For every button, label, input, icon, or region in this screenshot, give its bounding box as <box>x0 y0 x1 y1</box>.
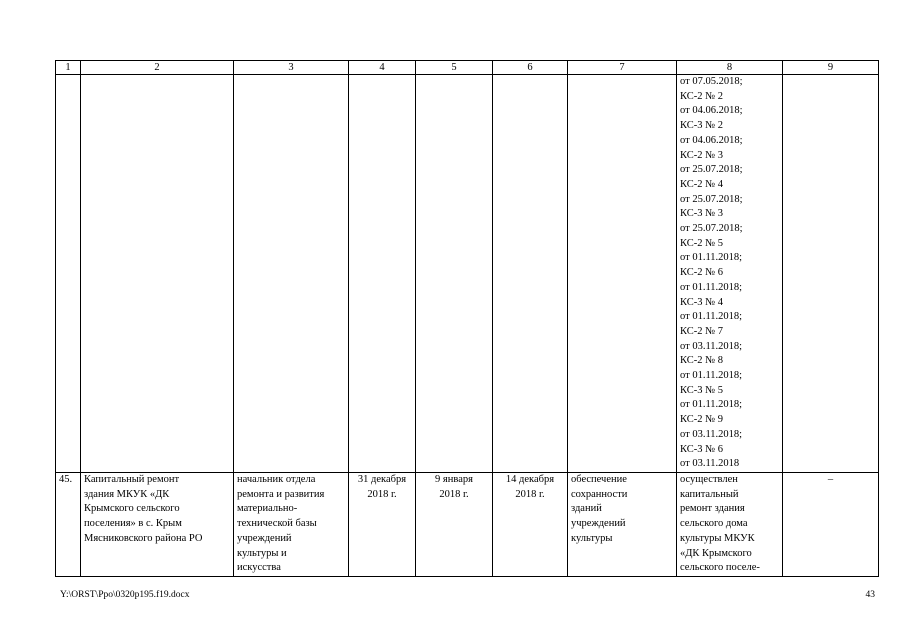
act-line: КС-2 № 6 <box>680 267 724 279</box>
text-line: 9 января <box>435 473 473 485</box>
file-path: Y:\ORST\Ppo\0320p195.f19.docx <box>60 590 190 600</box>
header-row <box>56 61 879 75</box>
document-table <box>55 60 879 577</box>
act-line: от 01.11.2018; <box>680 370 743 382</box>
text-line: «ДК Крымского <box>680 547 752 559</box>
act-line: КС-2 № 7 <box>680 325 724 337</box>
actual-result-cell <box>677 472 783 576</box>
header-cell: 2 <box>81 61 234 75</box>
cell <box>234 75 349 473</box>
header-cell: 9 <box>783 61 879 75</box>
expected-result-cell <box>568 472 677 576</box>
act-line: КС-2 № 2 <box>680 90 724 102</box>
act-line: КС-2 № 8 <box>680 355 724 367</box>
text-line: культуры МКУК <box>680 532 755 544</box>
text-line: ремонта и развития <box>237 488 325 500</box>
cell <box>349 75 416 473</box>
text-line: Крымского сельского <box>84 503 180 515</box>
act-line: от 01.11.2018; <box>680 399 743 411</box>
act-line: от 07.05.2018; <box>680 76 743 87</box>
text-line: осуществлен <box>680 473 738 485</box>
header-cell: 3 <box>234 61 349 75</box>
text-line: зданий <box>571 503 602 515</box>
header-cell: 5 <box>416 61 493 75</box>
header-cell: 8 <box>677 61 783 75</box>
header-cell: 7 <box>568 61 677 75</box>
row-number: 45. <box>56 472 81 576</box>
text-line: ремонт здания <box>680 503 745 515</box>
text-line: 31 декабря <box>357 473 407 485</box>
text-line: капитальный <box>680 488 739 500</box>
cell <box>783 75 879 473</box>
act-line: КС-2 № 9 <box>680 414 724 426</box>
text-line: поселения» в с. Крым <box>84 518 182 530</box>
responsible-cell <box>234 472 349 576</box>
act-line: КС-3 № 3 <box>680 208 724 220</box>
act-line: КС-3 № 6 <box>680 443 724 455</box>
header-cell: 4 <box>349 61 416 75</box>
text-line: 14 декабря <box>505 473 555 485</box>
act-line: от 01.11.2018; <box>680 311 743 323</box>
text-line: учреждений <box>571 518 626 530</box>
cell <box>81 75 234 473</box>
text-line: начальник отдела <box>237 473 316 485</box>
object-name-cell <box>81 472 234 576</box>
continuation-row <box>56 75 879 473</box>
act-line: от 25.07.2018; <box>680 193 743 205</box>
act-line: от 25.07.2018; <box>680 223 743 235</box>
act-line: КС-2 № 4 <box>680 178 724 190</box>
act-line: от 03.11.2018 <box>680 458 740 470</box>
text-line: культуры и <box>237 547 287 559</box>
table-row-45 <box>56 472 879 576</box>
act-line: от 25.07.2018; <box>680 164 743 176</box>
text-line: культуры <box>571 532 613 544</box>
text-line: Капитальный ремонт <box>84 473 180 485</box>
header-cell: 1 <box>56 61 81 75</box>
act-line: от 01.11.2018; <box>680 281 743 293</box>
act-line: КС-3 № 5 <box>680 384 724 396</box>
cell <box>568 75 677 473</box>
act-line: от 04.06.2018; <box>680 134 743 146</box>
text-line: обеспечение <box>571 473 627 485</box>
text-line: технической базы <box>237 518 317 530</box>
notes-cell: – <box>783 472 879 576</box>
text-line: сохранности <box>571 488 628 500</box>
act-line: КС-2 № 5 <box>680 237 724 249</box>
text-line: материально- <box>237 503 298 515</box>
header-cell: 6 <box>493 61 568 75</box>
text-line: здания МКУК «ДК <box>84 488 170 500</box>
text-line: сельского поселе- <box>680 562 760 574</box>
page-number: 43 <box>865 590 875 600</box>
act-line: от 01.11.2018; <box>680 252 743 264</box>
planned-date-cell <box>349 472 416 576</box>
act-line: КС-3 № 4 <box>680 296 724 308</box>
cell <box>493 75 568 473</box>
acts-list-cell <box>677 75 783 473</box>
text-line: учреждений <box>237 532 292 544</box>
text-line: искусства <box>237 562 281 574</box>
text-line: Мясниковского района РО <box>84 532 203 544</box>
act-line: КС-2 № 3 <box>680 149 724 161</box>
text-line: 2018 г. <box>515 488 545 500</box>
end-date-cell <box>493 472 568 576</box>
start-date-cell <box>416 472 493 576</box>
act-line: от 04.06.2018; <box>680 105 743 117</box>
cell <box>56 75 81 473</box>
act-line: от 03.11.2018; <box>680 340 743 352</box>
cell <box>416 75 493 473</box>
text-line: сельского дома <box>680 518 748 530</box>
text-line: 2018 г. <box>439 488 469 500</box>
text-line: 2018 г. <box>367 488 397 500</box>
act-line: КС-3 № 2 <box>680 120 724 132</box>
act-line: от 03.11.2018; <box>680 428 743 440</box>
